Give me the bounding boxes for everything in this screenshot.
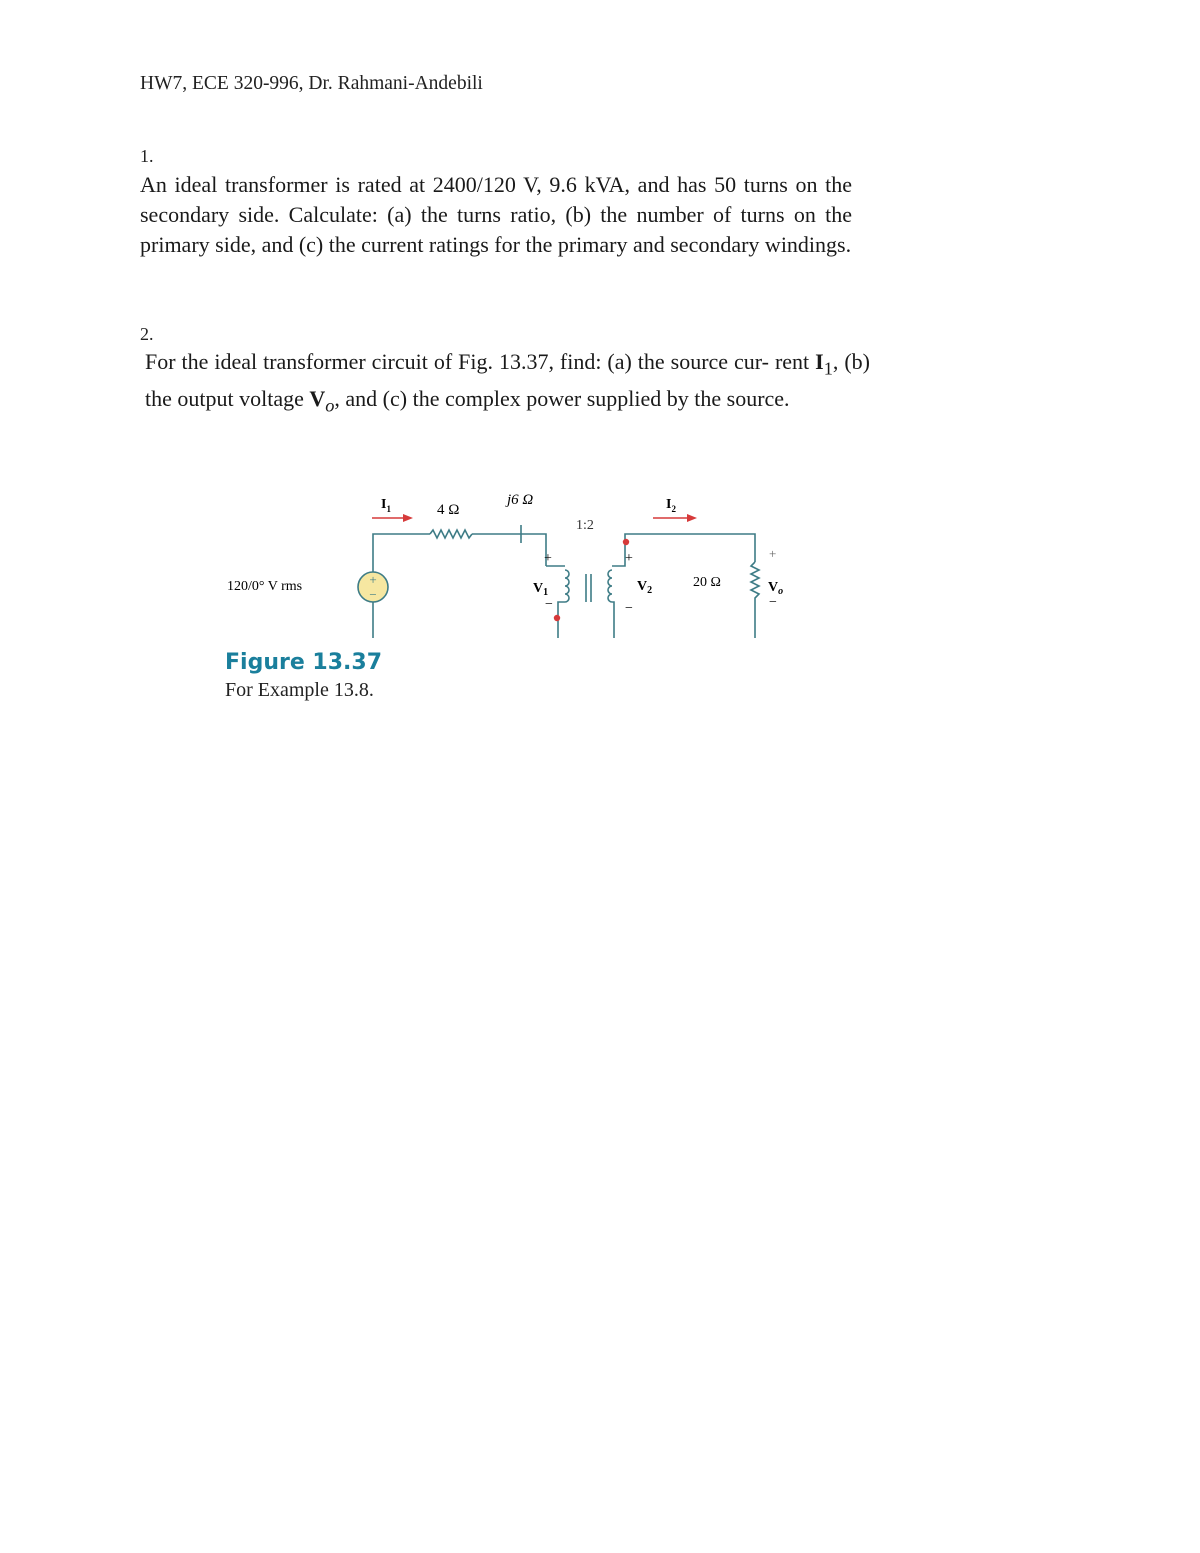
source-minus: − (369, 587, 377, 602)
wire-source-top (373, 534, 430, 572)
figure-title: Figure 13.37 (225, 650, 382, 675)
q2-vo-symbol: V (309, 386, 326, 412)
turns-ratio-label: 1:2 (576, 518, 594, 533)
wire-secondary-bottom (612, 602, 614, 638)
resistor-4-ohm (430, 530, 472, 538)
question-2-text (145, 347, 870, 421)
i2-label: $I_2$ (666, 497, 676, 514)
v2-plus: + (625, 551, 633, 566)
primary-polarity-dot (554, 615, 560, 621)
secondary-polarity-dot (623, 539, 629, 545)
v1-plus: + (544, 551, 552, 566)
v2-label: $V_2$ (637, 579, 653, 596)
v1-minus: − (545, 597, 553, 612)
secondary-coil (608, 570, 612, 602)
wire-secondary-top (612, 534, 755, 566)
i1-label: $I_1$ (381, 497, 391, 514)
wire-to-primary (521, 534, 546, 566)
q2-text-part-1: For the ideal transformer circuit of Fig. 13.37, find: (a) the source cur- rent (145, 349, 816, 374)
q2-text-part-2: , (b) the output voltage (145, 349, 870, 412)
circuit-diagram (215, 478, 795, 648)
i2-arrow-head (687, 514, 697, 522)
q2-i1-subscript: 1 (823, 358, 833, 379)
transformer-core (586, 574, 591, 602)
r1-label: 4 Ω (437, 502, 460, 518)
source-label: 120/0° V rms (227, 579, 303, 594)
question-2-number: 2. (140, 324, 154, 344)
document-header: HW7, ECE 320-996, Dr. Rahmani-Andebili (140, 73, 483, 94)
i1-arrow-head (403, 514, 413, 522)
q2-vo-subscript: o (325, 395, 335, 416)
x1-label: j6 Ω (507, 492, 534, 508)
vo-plus: + (769, 546, 777, 561)
v1-label: $V_1$ (533, 581, 549, 598)
vo-label: $V_o$ (768, 580, 784, 597)
figure-caption: For Example 13.8. (225, 679, 374, 701)
question-1-text: An ideal transformer is rated at 2400/120 V, 9.6 kVA, and has 50 turns on the secondary side. Calculate: (a) the turns ratio, (b) the number of turns on the primary side, and (c) the current ratings for the primary and secondary windings. (140, 172, 852, 257)
vo-minus: − (769, 595, 777, 610)
primary-coil (565, 570, 569, 602)
question-1-number: 1. (140, 146, 154, 166)
v2-minus: − (625, 601, 633, 616)
q2-i1-symbol: I (815, 349, 824, 374)
load-label: 20 Ω (693, 575, 721, 590)
q2-text-part-3: , and (c) the complex power supplied by the source. (334, 386, 790, 412)
resistor-20-ohm (751, 562, 759, 638)
source-plus: + (369, 572, 377, 587)
